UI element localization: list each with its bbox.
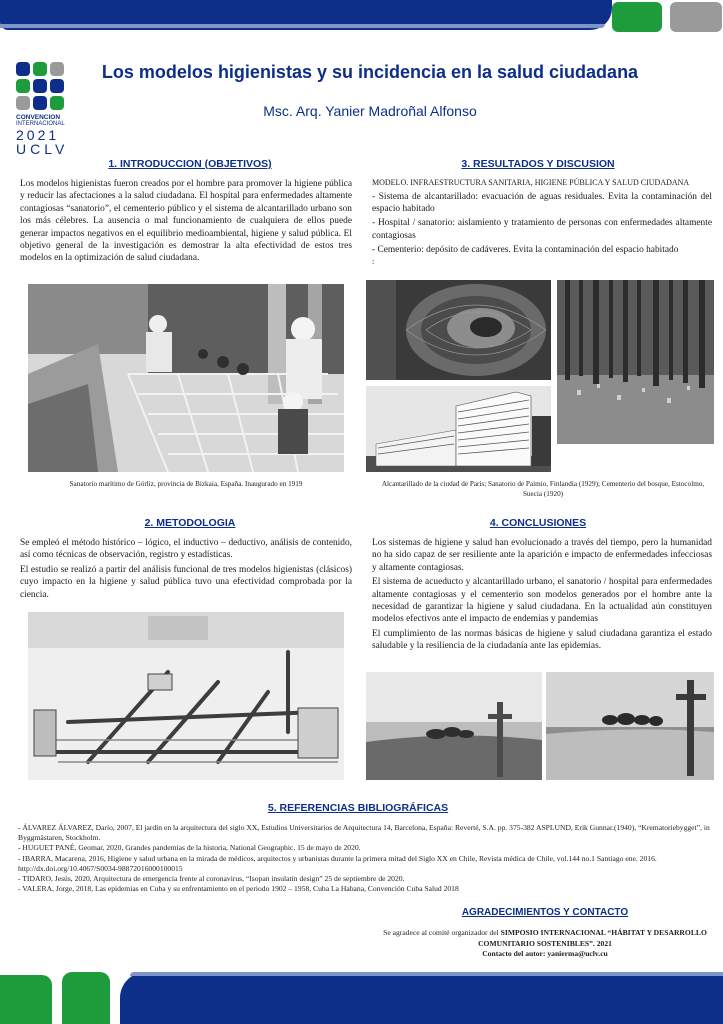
conclusions-p2: El sistema de acueducto y alcantarillado urbano, el sanatorio / hospital para enfermedades altamente contagiosas y el cementerio son modelos generados por el hombre ante la necesidad de garantizar la higiene y salud ciudadana. En la actualidad aún constituyen modelos efectivos ante el impacto de endemias y pandemias bbox=[372, 577, 712, 625]
cross-field-image bbox=[366, 672, 542, 780]
logo-line2: INTERNACIONAL bbox=[16, 121, 65, 127]
method-p1: Se empleó el método histórico – lógico, el inductivo – deductivo, análisis de contenido, así como técnicas de observación, registro y estadísticas. bbox=[20, 538, 352, 561]
logo-square bbox=[33, 79, 47, 93]
acknowledgements-block bbox=[380, 928, 710, 960]
poster-title: Los modelos higienistas y su incidencia en la salud ciudadana bbox=[101, 62, 639, 82]
sewer-diagram-photo bbox=[28, 612, 344, 780]
logo-org: UCLV bbox=[16, 141, 69, 157]
top-grey-block bbox=[670, 2, 722, 32]
top-green-block bbox=[612, 2, 662, 32]
conclusions-p1: Los sistemas de higiene y salud han evolucionado a través del tiempo, pero la humanidad no ha sido capaz de ser resiliente ante la aparición e impacto de enfermedades infecciosas y altamente contagiosas. bbox=[372, 538, 712, 573]
bottom-green-block bbox=[0, 975, 52, 1024]
sanatorium-image bbox=[28, 284, 344, 472]
acknowledgements-line bbox=[380, 928, 710, 949]
forest-cemetery-image bbox=[557, 280, 714, 444]
logo-square bbox=[50, 79, 64, 93]
results-item-hospital: - Hospital / sanatorio: aislamiento y tratamiento de personas con enfermedades altamente contagiosas bbox=[372, 218, 712, 241]
cross-photo-1 bbox=[366, 672, 542, 780]
conclusions-p3: El cumplimiento de las normas básicas de higiene y salud ciudadana garantiza el estado saludable y la resiliencia de la ciudadanía ante las epidemias. bbox=[372, 628, 712, 652]
references-list bbox=[18, 823, 714, 894]
sewer-photo bbox=[366, 280, 551, 380]
sewer-diagram-image bbox=[28, 612, 344, 780]
conclusions-block bbox=[372, 537, 712, 655]
reference-item: - HUGUET PANÉ, Geomar, 2020, Grandes pandemias de la historia, National Geographic. 15 de mayo de 2020. bbox=[18, 843, 361, 853]
sewer-tunnel-image bbox=[366, 280, 551, 380]
convention-logo bbox=[16, 62, 72, 157]
logo-square bbox=[50, 96, 64, 110]
conclusions-heading: 4. CONCLUSIONES bbox=[489, 517, 587, 529]
results-item-sewer: - Sistema de alcantarillado: evacuación de aguas residuales. Evita la contaminación del espacio habitado bbox=[372, 191, 712, 214]
logo-square bbox=[33, 96, 47, 110]
cross-hill-image bbox=[546, 672, 714, 780]
cross-photo-2 bbox=[546, 672, 714, 780]
reference-item: - ÁLVAREZ ÁLVAREZ, Darío, 2007, El jardín en la arquitectura del siglo XX, Estudios Universitarios de Arquitectura 14, Barcelona, España: Reverté, S.A. pp. 375-382 ASPLUND, Erik Gunnar.(1940), “Krematoriebygget”, in Byggmästaren, Stockholm. bbox=[18, 823, 710, 843]
bottom-green-block-2 bbox=[62, 972, 110, 1024]
acknowledgements-heading: AGRADECIMIENTOS Y CONTACTO bbox=[461, 907, 629, 918]
reference-item: - VALERA, Jorge, 2018, Las epidemias en Cuba y su enfrentamiento en el periodo 1902 – 1958, Cuba La Habana, Convención Cuba Salud 2018 bbox=[18, 884, 459, 894]
method-heading: 2. METODOLOGIA bbox=[144, 517, 236, 529]
results-item-cemetery: - Cementerio: depósito de cadáveres. Evita la contaminación del espacio habitado bbox=[372, 245, 679, 256]
paimio-photo bbox=[366, 386, 551, 472]
paimio-building-image bbox=[366, 386, 551, 472]
method-p2: El estudio se realizó a partir del análisis funcional de tres modelos higienistas (clásicos) cuyo impacto en la higiene y salud pública tuvo una efectividad comprobada por la ciencia. bbox=[20, 564, 352, 600]
results-caption: Alcantarillado de la ciudad de Paris; Sanatorio de Paimio, Finlandia (1929); Cementerio del bosque, Estocolmo, Suecia (1920) bbox=[381, 480, 705, 498]
results-block bbox=[372, 178, 712, 267]
logo-grid bbox=[16, 62, 72, 110]
intro-heading: 1. INTRODUCCION (OBJETIVOS) bbox=[108, 158, 272, 170]
sanatorium-photo bbox=[28, 284, 344, 472]
results-heading: 3. RESULTADOS Y DISCUSION bbox=[461, 158, 615, 170]
references-heading: 5. REFERENCIAS BIBLIOGRÁFICAS bbox=[267, 802, 449, 814]
bottom-blue-band bbox=[120, 972, 723, 1024]
intro-body: Los modelos higienistas fueron creados por el hombre para promover la higiene pública y reducir las afectaciones a la salud ciudadana. El hospital para enfermedades altamente contagiosas “sanatorio”, el cementerio público y el sistema de alcantarillado urbano son los más célebres. La ausencia o mal funcionamiento de cualquiera de ellos puede generar impactos negativos en el equilibrio medioambiental, higiene y salud pública. El objetivo general de la investigación es demostrar la alta efectividad de estos tres modelos en la optimización de salud ciudadana. bbox=[20, 179, 352, 264]
logo-square bbox=[33, 62, 47, 76]
logo-square bbox=[16, 62, 30, 76]
author-contact: Contacto del autor: yanierma@uclv.cu bbox=[482, 949, 608, 958]
logo-line1: CONVENCION bbox=[16, 114, 61, 121]
logo-square bbox=[50, 62, 64, 76]
results-intro: MODELO. INFRAESTRUCTURA SANITARIA, HIGIENE PÚBLICA Y SALUD CIUDADANA bbox=[372, 178, 690, 187]
poster-author: Msc. Arq. Yanier Madroñal Alfonso bbox=[263, 103, 477, 119]
logo-square bbox=[16, 79, 30, 93]
results-trailing: : bbox=[372, 256, 375, 266]
forest-cemetery-photo bbox=[557, 280, 714, 444]
acknowledgements-prefix: Se agradece al comité organizador del bbox=[383, 928, 499, 937]
intro-caption: Sanatorio marítimo de Górliz, provincia de Bizkaia, España. Inaugurado en 1919 bbox=[69, 480, 303, 488]
reference-item: - TIDARO, Jesús, 2020, Arquitectura de emergencia frente al coronavirus, “Isopan insulatin design” 25 de septiembre de 2020. bbox=[18, 874, 405, 884]
logo-year: 2021 bbox=[16, 127, 60, 143]
logo-square bbox=[16, 96, 30, 110]
acknowledgements-symposium: SIMPOSIO INTERNACIONAL “HÁBITAT Y DESARROLLO COMUNITARIO SOSTENIBLES”. 2021 bbox=[478, 928, 707, 948]
top-blue-band bbox=[0, 0, 612, 30]
reference-item: - IBARRA, Macarena, 2016, Higiene y salud urbana en la mirada de médicos, arquitectos y urbanistas durante la primera mitad del Siglo XX en Chile, Revista médica de Chile, vol.144 no.1 Santiago ene. 2016. http://dx.doi.org/10.4067/S0034-98872016000100015 bbox=[18, 853, 657, 873]
method-block bbox=[20, 537, 352, 603]
